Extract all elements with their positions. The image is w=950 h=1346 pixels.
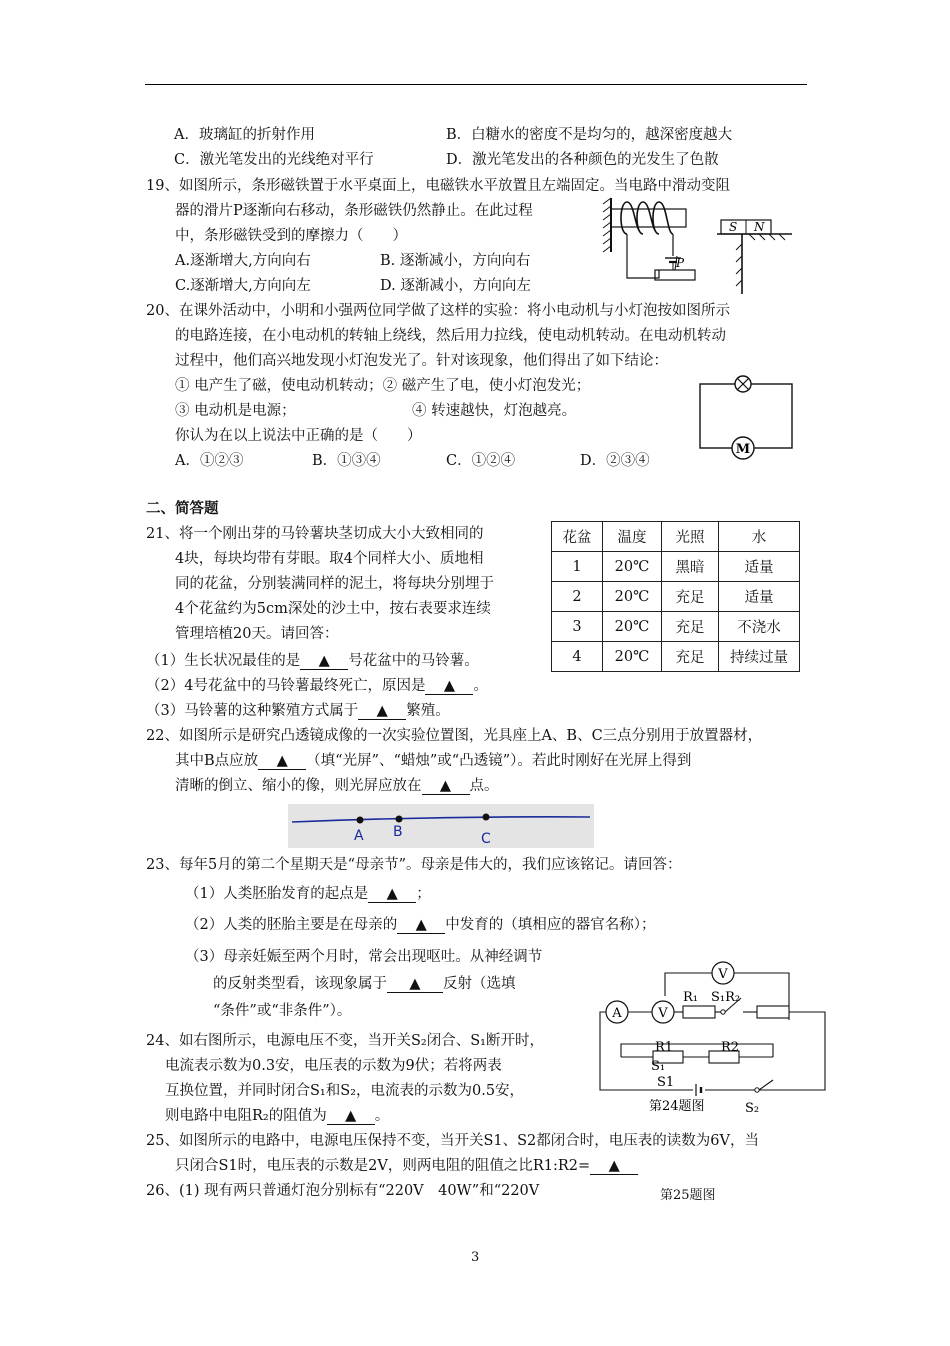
q20-motor-lamp-circuit (697, 372, 797, 466)
point-b-label: B (393, 824, 403, 840)
q21-part1: （1）生长状况最佳的是 ▲ 号花盆中的马铃薯。 (146, 653, 479, 669)
q21-line4: 4个花盆约为5cm深处的沙土中，按右表要求连续 (175, 601, 491, 617)
q24-line1: 24、如右图所示，电源电压不变，当开关S₂闭合、S₁断开时， (146, 1033, 544, 1049)
table-row (552, 582, 800, 612)
q19-slider-label: P (676, 256, 685, 270)
q21-line2: 4块，每块均带有芽眼。取4个同样大小、质地相 (175, 551, 484, 567)
fig25-caption: 第25题图 (660, 1188, 716, 1203)
answer-blank[interactable]: ▲ (387, 977, 443, 993)
table-cell: 20℃ (603, 612, 662, 642)
q20-option-c: C．①②④ (446, 453, 516, 469)
answer-blank[interactable]: ▲ (258, 754, 306, 770)
table-cell: 20℃ (603, 642, 662, 672)
q23-part3d: “条件”或“非条件”）。 (213, 1003, 352, 1019)
table-cell: 1 (552, 552, 603, 582)
q23-part3: （3）母亲妊娠至两个月时，常会出现呕吐。从神经调节 (185, 949, 543, 965)
q22-line2: 其中B点应放 ▲ （填“光屏”、“蜡烛”或“凸透镜”）。若此时刚好在光屏上得到 (175, 753, 692, 769)
table-cell: 黑暗 (662, 552, 719, 582)
q20-line4: ① 电产生了磁，使电动机转动；② 磁产生了电，使小灯泡发光； (175, 378, 591, 394)
table-header: 花盆 (552, 522, 603, 552)
s1b-label: S₁ (651, 1059, 666, 1074)
s-r2-label: S₁R₂ (711, 990, 741, 1005)
q24-line2: 电流表示数为0.3安，电压表的示数为9伏；若将两表 (165, 1058, 502, 1074)
q18-option-d: D．激光笔发出的各种颜色的光发生了色散 (446, 152, 719, 168)
q20-line6: 你认为在以上说法中正确的是（ ） (175, 428, 422, 444)
point-a-label: A (354, 828, 364, 844)
q18-option-a: A．玻璃缸的折射作用 (174, 127, 315, 143)
q21-line5: 管理培植20天。请回答： (175, 626, 339, 642)
q24-line4: 则电路中电阻R₂的阻值为 ▲ 。 (165, 1108, 390, 1124)
q24-line3: 互换位置，并同时闭合S₁和S₂，电流表的示数为0.5安， (165, 1083, 525, 1099)
q19-magnet-s-label: S (729, 220, 738, 234)
voltmeter-top-label: V (718, 967, 728, 982)
table-cell: 20℃ (603, 582, 662, 612)
q21-line3: 同的花盆，分别装满同样的泥土，将每块分别埋于 (175, 576, 494, 592)
q19-magnet-n-label: N (754, 220, 765, 234)
q26-line1: 26、(1) 现有两只普通灯泡分别标有“220V 40W”和“220V (146, 1183, 540, 1199)
table-row (552, 552, 800, 582)
q23-part1: （1）人类胚胎发育的起点是 ▲ ； (185, 886, 431, 902)
q20-option-d: D．②③④ (580, 453, 650, 469)
table-row (552, 642, 800, 672)
q19-line2: 器的滑片P逐渐向右移动，条形磁铁仍然静止。在此过程 (175, 203, 533, 219)
q25-line1: 25、如图所示的电路中，电源电压保持不变，当开关S1、S2都闭合时，电压表的读数为6V，当 (146, 1133, 759, 1149)
answer-blank[interactable]: ▲ (327, 1109, 375, 1125)
q19-option-c: C.逐渐增大,方向向左 (175, 278, 311, 294)
table-cell: 充足 (662, 642, 719, 672)
ammeter-label: A (612, 1006, 622, 1021)
r1b-label: R1 (655, 1040, 674, 1055)
answer-blank[interactable]: ▲ (300, 654, 348, 670)
table-header: 温度 (603, 522, 662, 552)
q23-part2: （2）人类的胚胎主要是在母亲的 ▲ 中发育的（填相应的器官名称）； (185, 917, 656, 933)
table-cell: 20℃ (603, 552, 662, 582)
q25-line2: 只闭合S1时，电压表的示数是2V，则两电阻的阻值之比R1:R2= ▲ (175, 1159, 638, 1175)
q21-part3: （3）马铃薯的这种繁殖方式属于 ▲ 繁殖。 (146, 703, 450, 719)
q19-line3: 中，条形磁铁受到的摩擦力（ ） (175, 228, 407, 244)
q20-line1: 20、在课外活动中，小明和小强两位同学做了这样的实验：将小电动机与小灯泡按如图所示 (146, 303, 730, 319)
q24-circuit-figure (597, 960, 827, 1118)
q21-part2: （2）4号花盆中的马铃薯最终死亡，原因是 ▲ 。 (146, 678, 488, 694)
section-title: 二、简答题 (146, 500, 219, 517)
point-c-label: C (481, 831, 491, 847)
table-cell: 4 (552, 642, 603, 672)
q22-line1: 22、如图所示是研究凸透镜成像的一次实验位置图，光具座上A、B、C三点分别用于放置器材， (146, 728, 763, 744)
table-cell: 3 (552, 612, 603, 642)
answer-blank[interactable]: ▲ (590, 1159, 638, 1175)
r1-label: R₁ (683, 990, 698, 1005)
q22-line3: 清晰的倒立、缩小的像，则光屏应放在 ▲ 点。 (175, 778, 499, 794)
voltmeter-label: V (658, 1006, 668, 1021)
q20-option-b: B．①③④ (312, 453, 381, 469)
table-cell: 适量 (719, 552, 800, 582)
s1c-label: S1 (657, 1075, 675, 1090)
q20-line2: 的电路连接，在小电动机的转轴上绕线，然后用力拉线，使电动机转动。在电动机转动 (175, 328, 726, 344)
answer-blank[interactable]: ▲ (425, 679, 473, 695)
q20-line5a: ③ 电动机是电源； (175, 403, 296, 419)
s2-label: S₂ (745, 1101, 760, 1116)
header-rule (145, 84, 807, 85)
q18-option-b: B．白糖水的密度不是均匀的，越深密度越大 (446, 127, 733, 143)
q20-line5b: ④ 转速越快，灯泡越亮。 (412, 403, 577, 419)
answer-blank[interactable]: ▲ (422, 779, 470, 795)
table-cell: 2 (552, 582, 603, 612)
table-header: 水 (719, 522, 800, 552)
q19-option-d: D. 逐渐减小，方向向左 (380, 278, 531, 294)
q23-line1: 23、每年5月的第二个星期天是“母亲节”。母亲是伟大的，我们应该铭记。请回答： (146, 857, 682, 873)
q23-part3b: 的反射类型看，该现象属于 ▲ 反射（选填 (213, 976, 516, 992)
table-cell: 不浇水 (719, 612, 800, 642)
q19-electromagnet-figure (597, 196, 797, 296)
table-row (552, 612, 800, 642)
q20-option-a: A．①②③ (175, 453, 244, 469)
q21-line1: 21、将一个刚出芽的马铃薯块茎切成大小大致相同的 (146, 526, 484, 542)
page-number: 3 (471, 1250, 480, 1265)
r2b-label: R2 (721, 1040, 740, 1055)
q19-option-b: B. 逐渐减小，方向向右 (380, 253, 531, 269)
table-header-row (552, 522, 800, 552)
table-cell: 充足 (662, 612, 719, 642)
q18-option-c: C．激光笔发出的光线绝对平行 (174, 152, 374, 168)
q19-line1: 19、如图所示，条形磁铁置于水平桌面上，电磁铁水平放置且左端固定。当电路中滑动变阻 (146, 178, 730, 194)
table-cell: 适量 (719, 582, 800, 612)
answer-blank[interactable]: ▲ (368, 887, 416, 903)
q22-optical-bench-figure (288, 804, 594, 848)
table-cell: 充足 (662, 582, 719, 612)
q21-table (551, 521, 800, 672)
q19-option-a: A.逐渐增大,方向向右 (175, 253, 311, 269)
table-header: 光照 (662, 522, 719, 552)
fig24-caption: 第24题图 (649, 1099, 705, 1114)
motor-label: M (735, 442, 751, 457)
q20-line3: 过程中，他们高兴地发现小灯泡发光了。针对该现象，他们得出了如下结论： (175, 353, 668, 369)
answer-blank[interactable]: ▲ (397, 918, 445, 934)
table-cell: 持续过量 (719, 642, 800, 672)
answer-blank[interactable]: ▲ (358, 704, 406, 720)
